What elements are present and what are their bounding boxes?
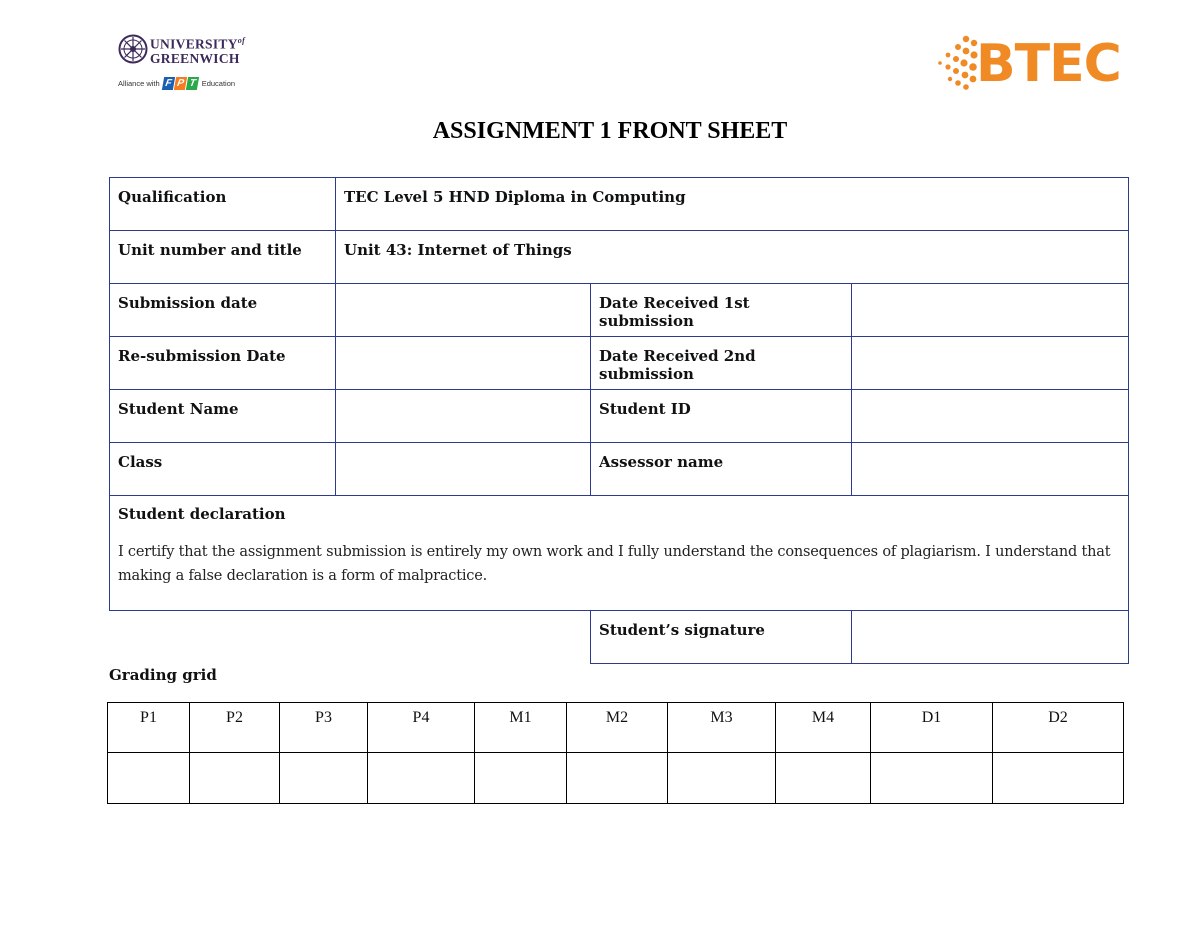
grading-header-row <box>108 703 1124 753</box>
grade-cell-m1[interactable] <box>475 753 567 804</box>
date-received-2-field[interactable] <box>852 337 1129 390</box>
grade-cell-m3[interactable] <box>668 753 776 804</box>
class-field[interactable] <box>336 443 591 496</box>
date-received-1-field[interactable] <box>852 284 1129 337</box>
submission-date-field[interactable] <box>336 284 591 337</box>
signature-field[interactable] <box>852 611 1129 664</box>
grade-header-p2: P2 <box>190 703 280 753</box>
student-name-label: Student Name <box>110 390 336 443</box>
declaration-text: I certify that the assignment submission is entirely my own work and I fully understand the consequences of plagiarism. I understand that making a false declaration is a form of malpractice. <box>118 544 1111 584</box>
btec-logo <box>936 33 1122 93</box>
grade-cell-p3[interactable] <box>280 753 368 804</box>
btec-wordmark: BTEC <box>976 34 1121 94</box>
unit-label: Unit number and title <box>110 231 336 284</box>
university-of-greenwich-logo <box>116 32 256 94</box>
unit-value: Unit 43: Internet of Things <box>336 231 1129 284</box>
signature-spacer <box>110 611 591 664</box>
grade-cell-p1[interactable] <box>108 753 190 804</box>
class-label: Class <box>110 443 336 496</box>
resubmission-row <box>110 337 1129 390</box>
declaration-row <box>110 496 1129 611</box>
grade-header-m1: M1 <box>475 703 567 753</box>
page-title: ASSIGNMENT 1 FRONT SHEET <box>432 118 788 144</box>
declaration-cell <box>110 496 1129 611</box>
grade-cell-m4[interactable] <box>776 753 871 804</box>
signature-row <box>110 611 1129 664</box>
grade-header-m3: M3 <box>668 703 776 753</box>
fpt-alliance-line: Alliance with F P T Education <box>118 78 236 89</box>
student-name-field[interactable] <box>336 390 591 443</box>
greenwich-seal-icon <box>118 34 148 64</box>
grade-header-p1: P1 <box>108 703 190 753</box>
student-id-field[interactable] <box>852 390 1129 443</box>
grade-header-d2: D2 <box>993 703 1124 753</box>
grading-grid-table <box>107 702 1124 804</box>
date-received-2-label: Date Received 2nd submission <box>591 337 852 390</box>
date-received-1-label: Date Received 1st submission <box>591 284 852 337</box>
student-row <box>110 390 1129 443</box>
class-row <box>110 443 1129 496</box>
grade-cell-m2[interactable] <box>567 753 668 804</box>
grade-header-m2: M2 <box>567 703 668 753</box>
qualification-row <box>110 178 1129 231</box>
front-sheet-table <box>109 177 1129 664</box>
greenwich-wordmark: $UNIVERSITY^{of}$ GREENWICH <box>150 36 246 66</box>
resubmission-date-field[interactable] <box>336 337 591 390</box>
declaration-heading: Student declaration <box>118 505 286 523</box>
grade-cell-d2[interactable] <box>993 753 1124 804</box>
qualification-value: TEC Level 5 HND Diploma in Computing <box>336 178 1129 231</box>
signature-label: Student’s signature <box>591 611 852 664</box>
resubmission-date-label: Re-submission Date <box>110 337 336 390</box>
unit-row <box>110 231 1129 284</box>
grading-grid-label: Grading grid <box>109 666 217 684</box>
assessor-field[interactable] <box>852 443 1129 496</box>
grade-header-d1: D1 <box>871 703 993 753</box>
submission-date-label: Submission date <box>110 284 336 337</box>
btec-dots-icon <box>936 33 978 93</box>
grade-header-p3: P3 <box>280 703 368 753</box>
grading-value-row <box>108 753 1124 804</box>
fpt-logo: F P T <box>163 77 199 90</box>
qualification-label: Qualification <box>110 178 336 231</box>
grade-cell-p2[interactable] <box>190 753 280 804</box>
student-id-label: Student ID <box>591 390 852 443</box>
grade-cell-d1[interactable] <box>871 753 993 804</box>
assessor-label: Assessor name <box>591 443 852 496</box>
grade-header-p4: P4 <box>368 703 475 753</box>
grade-header-m4: M4 <box>776 703 871 753</box>
grade-cell-p4[interactable] <box>368 753 475 804</box>
submission-row <box>110 284 1129 337</box>
